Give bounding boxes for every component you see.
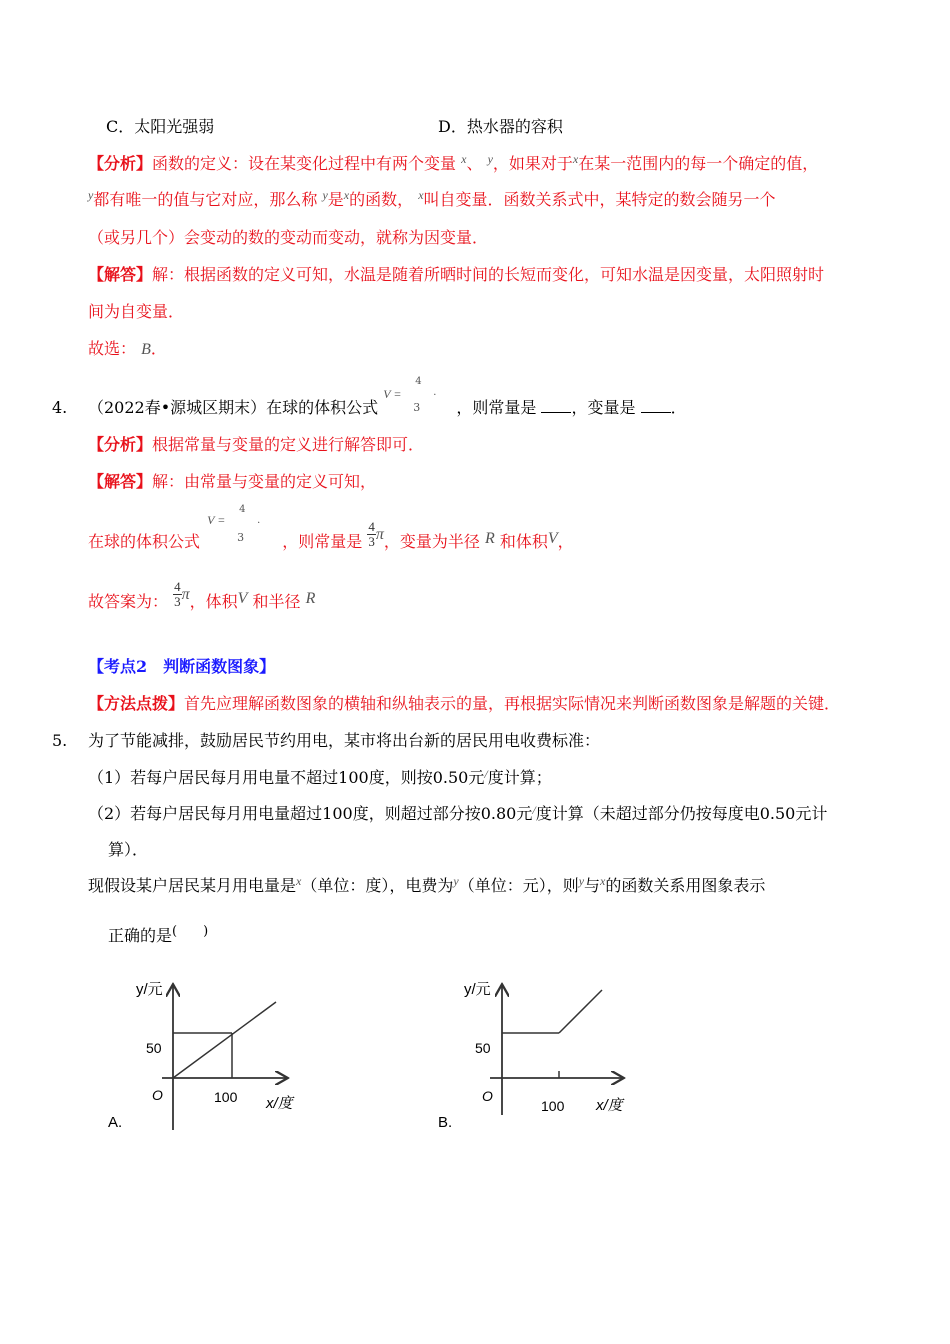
q5-line4: 正确的是( ) (108, 924, 209, 945)
origin-label: O (152, 1087, 163, 1103)
formula-image: V = 4 3 · (383, 376, 437, 414)
origin-label: O (482, 1088, 493, 1104)
q4-number: 4. (52, 398, 68, 417)
y-axis-label: y/元 (136, 981, 163, 998)
answer-blank-constant (541, 398, 571, 413)
option-d: D．热水器的容积 (438, 117, 563, 136)
q4-stem: （2022春•源城区期末）在球的体积公式 V = 4 3 · ，则常量是 ，变量是 ． (88, 376, 687, 417)
q3-answer-line1: 【解答】解：根据函数的定义可知，水温是随着所晒时间的长短而变化，可知水温是因变量，太阳照射时 (88, 265, 825, 284)
q5-rule2-cont: 算）． (108, 840, 149, 859)
method-tip: 【方法点拨】首先应理解函数图象的横轴和纵轴表示的量，再根据实际情况来判断函数图象是解题的关键． (88, 694, 841, 713)
q4-answer-line2: 在球的体积公式 V = 4 3 · ，则常量是 $\frac{4}{3}$ π，变量为半径 R 和体积V， (88, 504, 574, 551)
q3-analysis-line2: $^y$都有唯一的值与它对应，那么称 $^y$是$^x$的函数， $^x$叫自变量．函数关系式中，某特定的数会随另一个 (88, 188, 776, 209)
x-tick-100: 100 (214, 1089, 238, 1105)
y-tick-50: 50 (475, 1040, 491, 1056)
q5-line3: 现假设某户居民某月用电量是$^x$（单位：度），电费为$^y$（单位：元），则$^y$与$^x$的函数关系用图象表示 (88, 874, 766, 895)
x-axis-label: x/度 (596, 1097, 623, 1114)
line-graph (173, 1002, 276, 1078)
x-tick-100: 100 (541, 1098, 565, 1114)
answer-tag: 【解答】 (88, 265, 153, 284)
rising-segment (559, 990, 602, 1033)
q5-number: 5. (52, 731, 68, 750)
q4-answer-line1: 【解答】解：由常量与变量的定义可知， (88, 472, 377, 491)
q5-stem: 为了节能减排，鼓励居民节约用电，某市将出台新的居民用电收费标准： (88, 731, 601, 750)
x-axis-label: x/度 (266, 1095, 293, 1112)
analysis-tag: 【分析】 (88, 154, 153, 173)
option-b-label: B. (438, 1114, 453, 1131)
answer-blank-variable (641, 398, 671, 413)
formula-image: V = 4 3 · (207, 504, 261, 544)
q4-analysis: 【分析】根据常量与变量的定义进行解答即可． (88, 435, 425, 454)
q4-final-answer: 故答案为： $\frac{4}{3}$ π，体积V 和半径 R (88, 579, 316, 611)
option-a-label: A. (108, 1114, 123, 1131)
q5-rule2: （2）若每户居民每月用电量超过100度，则超过部分按0.80元/度计算（未超过部分仍按每度电0.50元计 (88, 803, 828, 823)
q5-rule1: （1）若每户居民每月用电量不超过100度，则按0.50元/度计算； (88, 767, 552, 787)
q3-choice: 故选： B． (88, 339, 167, 358)
q3-answer-line2: 间为自变量． (88, 302, 185, 321)
graph-a (100, 970, 300, 1140)
q3-analysis-line1: 【分析】函数的定义：设在某变化过程中有两个变量 $^x$、 $^y$，如果对于$^x$在某一范围内的每一个确定的值， (88, 152, 819, 173)
section-title: 【考点2 判断函数图象】 (88, 657, 276, 676)
y-tick-50: 50 (146, 1040, 162, 1056)
graph-b (430, 970, 640, 1140)
option-c: C．太阳光强弱 (106, 117, 215, 136)
y-axis-label: y/元 (464, 981, 491, 998)
q3-analysis-line3: （或另几个）会变动的数的变动而变动，就称为因变量． (88, 228, 489, 247)
